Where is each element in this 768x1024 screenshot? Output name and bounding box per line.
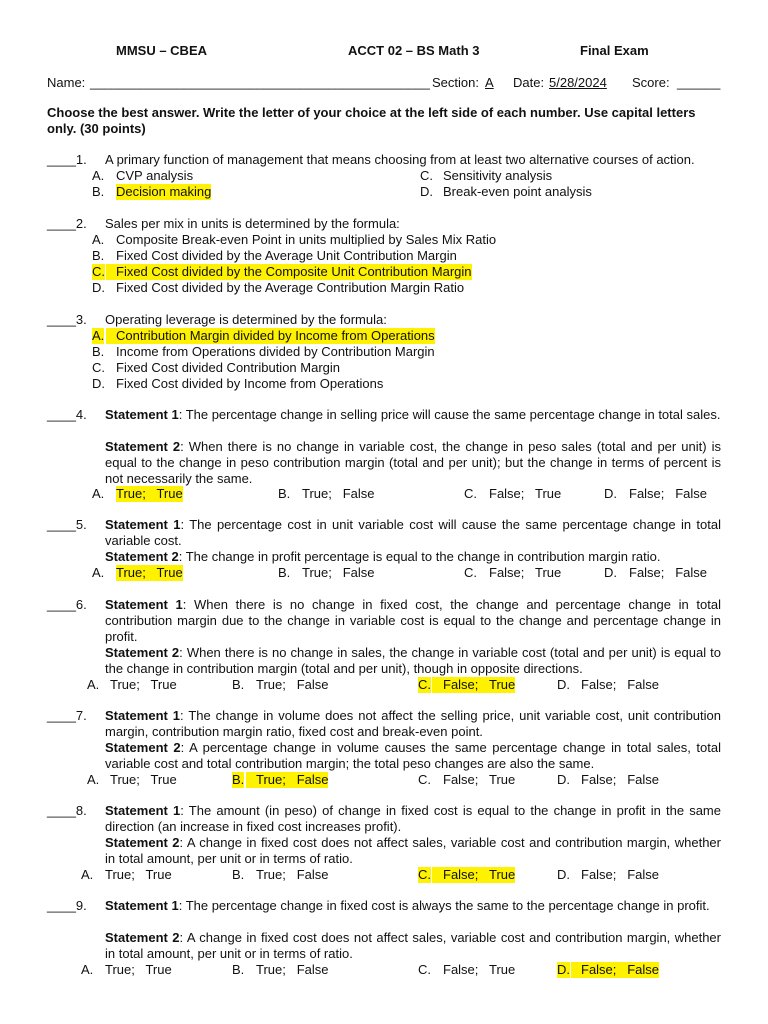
q9-s2-label: Statement 2: [105, 930, 180, 945]
q6-option-d: False; False: [581, 677, 660, 692]
q1-option-a: CVP analysis: [116, 168, 194, 183]
q1-option-b-answer: Decision making: [116, 184, 212, 199]
q5-option-b-letter: B.: [278, 565, 291, 580]
header-exam-title: Final Exam: [580, 43, 649, 58]
q7-s1-label: Statement 1: [105, 708, 181, 723]
q5-s2-text: : The change in profit percentage is equal to the change in contribution margin ratio.: [178, 549, 661, 564]
q4-option-a-answer: True; True: [116, 486, 183, 501]
date-label: Date:: [513, 75, 545, 90]
q1-option-d-letter: D.: [420, 184, 433, 199]
q4-option-a-letter: A.: [92, 486, 105, 501]
score-label: Score:: [632, 75, 670, 90]
q7-number: ____7.: [47, 708, 87, 723]
q6-option-b-letter: B.: [232, 677, 245, 692]
q5-s2-label: Statement 2: [105, 549, 179, 564]
q1-option-c-letter: C.: [420, 168, 433, 183]
q3-option-d: Fixed Cost divided by Income from Operations: [116, 376, 384, 391]
q8-option-a-letter: A.: [81, 867, 94, 882]
q6-statement-1: [105, 597, 721, 645]
q5-option-c: False; True: [489, 565, 562, 580]
section-value: A: [485, 75, 494, 90]
q6-statement-2: [105, 645, 721, 677]
q7-statement-2: [105, 740, 721, 772]
q4-option-d-letter: D.: [604, 486, 617, 501]
q8-s1-text: : The amount (in peso) of change in fixed cost is equal to the change in profit in the same direction (an increase in fixed cost increases profit).: [105, 803, 721, 834]
q4-option-b: True; False: [302, 486, 375, 501]
q4-s2-text: : When there is no change in variable cost, the change in peso sales (total and per unit) is equal to the change in peso contribution margin (total and per unit); but the change in terms of percent is not necessarily the same.: [105, 439, 721, 486]
name-label: Name:: [47, 75, 86, 90]
q4-statement-2: [105, 439, 721, 487]
q9-statement-2: [105, 930, 721, 962]
q5-option-a-answer: True; True: [116, 565, 183, 580]
q3-option-d-letter: D.: [92, 376, 105, 391]
q6-s1-text: : When there is no change in fixed cost, the change and percentage change in total contribution margin due to the change in variable cost is equal to the change and percentage change in profit.: [105, 597, 721, 644]
q6-option-a: True; True: [110, 677, 177, 692]
q3-option-c-letter: C.: [92, 360, 105, 375]
q4-s1-label: Statement 1: [105, 407, 179, 422]
q5-option-d-letter: D.: [604, 565, 617, 580]
q2-option-c-answer: Fixed Cost divided by the Composite Unit Contribution Margin: [106, 264, 472, 280]
q2-option-a: Composite Break-even Point in units multiplied by Sales Mix Ratio: [116, 232, 497, 247]
q1-option-b-letter: B.: [92, 184, 105, 199]
date-value: 5/28/2024: [549, 75, 607, 90]
q9-s1-label: Statement 1: [105, 898, 179, 913]
q9-s2-text: : A change in fixed cost does not affect sales, variable cost and contribution margin, whether in total amount, per unit or in terms of ratio.: [105, 930, 721, 961]
q7-option-a-letter: A.: [87, 772, 100, 787]
q9-s1-text: : The percentage change in fixed cost is always the same to the percentage change in profit.: [178, 898, 710, 913]
q8-option-a: True; True: [105, 867, 172, 882]
q8-s1-label: Statement 1: [105, 803, 181, 818]
q7-option-c-letter: C.: [418, 772, 431, 787]
q5-option-d: False; False: [629, 565, 708, 580]
q2-text: Sales per mix in units is determined by the formula:: [105, 216, 400, 231]
q7-option-b-answer: True; False: [246, 772, 328, 788]
q6-option-b: True; False: [256, 677, 329, 692]
q9-option-b: True; False: [256, 962, 329, 977]
score-blank: ______: [677, 75, 721, 90]
q5-statement-1: [105, 517, 721, 549]
q3-option-b-letter: B.: [92, 344, 105, 359]
q7-statement-1: [105, 708, 721, 740]
q5-statement-2: [105, 549, 721, 565]
q5-number: ____5.: [47, 517, 87, 532]
q5-option-c-letter: C.: [464, 565, 477, 580]
q2-option-a-letter: A.: [92, 232, 105, 247]
q4-s1-text: : The percentage change in selling price will cause the same percentage change in total sales.: [178, 407, 721, 422]
q9-option-b-letter: B.: [232, 962, 245, 977]
q4-statement-1: [105, 407, 721, 423]
q9-number: ____9.: [47, 898, 87, 913]
q8-option-b: True; False: [256, 867, 329, 882]
q5-s1-text: : The percentage cost in unit variable cost will cause the same percentage change in total variable cost.: [105, 517, 721, 548]
q8-option-b-letter: B.: [232, 867, 245, 882]
q1-option-a-letter: A.: [92, 168, 105, 183]
q4-s2-label: Statement 2: [105, 439, 181, 454]
q1-option-d: Break-even point analysis: [443, 184, 592, 199]
q4-option-c-letter: C.: [464, 486, 477, 501]
q8-option-c-letter: C.: [418, 867, 431, 882]
q7-s2-label: Statement 2: [105, 740, 181, 755]
q2-option-c-letter: C.: [92, 264, 105, 279]
q6-number: ____6.: [47, 597, 87, 612]
q4-option-b-letter: B.: [278, 486, 291, 501]
q6-option-a-letter: A.: [87, 677, 100, 692]
q2-option-b: Fixed Cost divided by the Average Unit Contribution Margin: [116, 248, 457, 263]
q3-number: ____3.: [47, 312, 87, 327]
q9-option-d-letter: D.: [557, 962, 570, 977]
q4-option-c: False; True: [489, 486, 562, 501]
header-course: ACCT 02 – BS Math 3: [348, 43, 480, 58]
q9-statement-1: [105, 898, 721, 914]
q8-number: ____8.: [47, 803, 87, 818]
q6-s1-label: Statement 1: [105, 597, 183, 612]
q8-s2-label: Statement 2: [105, 835, 180, 850]
header-school: MMSU – CBEA: [116, 43, 208, 58]
q9-option-c-letter: C.: [418, 962, 431, 977]
q6-option-c-answer: False; True: [432, 677, 515, 693]
q6-s2-label: Statement 2: [105, 645, 180, 660]
q2-option-d-letter: D.: [92, 280, 105, 295]
q9-option-d-answer: False; False: [571, 962, 659, 978]
q8-option-d: False; False: [581, 867, 660, 882]
q9-option-c: False; True: [443, 962, 516, 977]
q4-number: ____4.: [47, 407, 87, 422]
q7-option-a: True; True: [110, 772, 177, 787]
q1-text: A primary function of management that means choosing from at least two alternative courses of action.: [105, 152, 695, 167]
q7-s1-text: : The change in volume does not affect the selling price, unit variable cost, unit contribution margin, contribution margin ratio, fixed cost and break-even point.: [105, 708, 721, 739]
q3-option-a-answer: Contribution Margin divided by Income from Operations: [106, 328, 435, 344]
q6-s2-text: : When there is no change in sales, the change in variable cost (total and per unit) is equal to the change in contribution margin (total and per unit), though in opposite directions.: [105, 645, 721, 676]
q3-option-a-letter: A.: [92, 328, 105, 343]
q6-option-d-letter: D.: [557, 677, 570, 692]
q8-statement-1: [105, 803, 721, 835]
q1-option-c: Sensitivity analysis: [443, 168, 553, 183]
q2-option-d: Fixed Cost divided by the Average Contribution Margin Ratio: [116, 280, 465, 295]
q8-statement-2: [105, 835, 721, 867]
q7-option-d-letter: D.: [557, 772, 570, 787]
q5-s1-label: Statement 1: [105, 517, 181, 532]
q9-option-a: True; True: [105, 962, 172, 977]
q3-option-c: Fixed Cost divided Contribution Margin: [116, 360, 340, 375]
q1-number: ____1.: [47, 152, 87, 167]
q9-option-a-letter: A.: [81, 962, 94, 977]
q5-option-a-letter: A.: [92, 565, 105, 580]
name-blank: _______________________________________________: [90, 75, 430, 90]
q5-option-b: True; False: [302, 565, 375, 580]
q2-number: ____2.: [47, 216, 87, 231]
q6-option-c-letter: C.: [418, 677, 431, 692]
q3-text: Operating leverage is determined by the formula:: [105, 312, 387, 327]
q7-option-d: False; False: [581, 772, 660, 787]
q8-option-c-answer: False; True: [432, 867, 515, 883]
q8-s2-text: : A change in fixed cost does not affect sales, variable cost and contribution margin, whether in total amount, per unit or in terms of ratio.: [105, 835, 721, 866]
section-label: Section:: [432, 75, 479, 90]
q7-option-c: False; True: [443, 772, 516, 787]
q7-option-b-letter: B.: [232, 772, 245, 787]
q4-option-d: False; False: [629, 486, 708, 501]
q3-option-b: Income from Operations divided by Contribution Margin: [116, 344, 435, 359]
q8-option-d-letter: D.: [557, 867, 570, 882]
q7-s2-text: : A percentage change in volume causes the same percentage change in total sales, total variable cost and total contribution margin; the total peso changes are also the same.: [105, 740, 721, 771]
q2-option-b-letter: B.: [92, 248, 105, 263]
instructions: Choose the best answer. Write the letter of your choice at the left side of each number. Use capital letters only. (30 points): [47, 105, 696, 136]
